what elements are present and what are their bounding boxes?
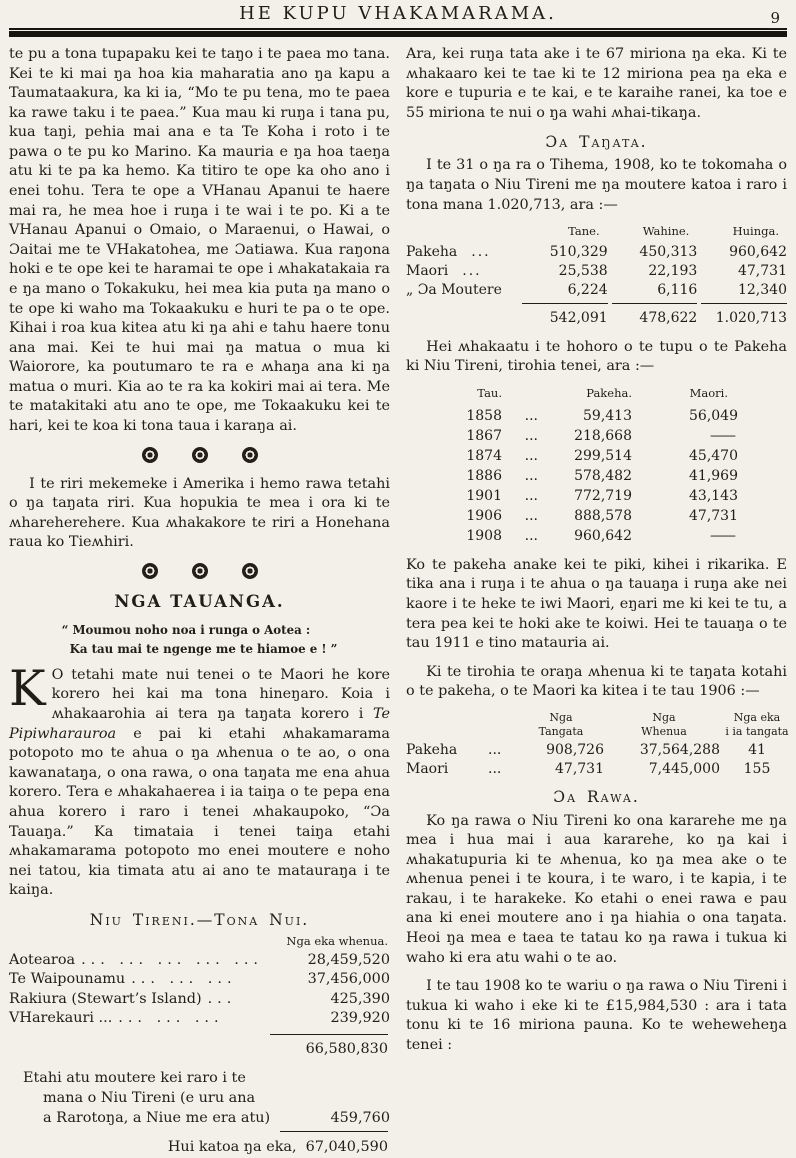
total-value: 478,622 [612,303,698,328]
subtotal-value: 66,580,830 [270,1034,388,1060]
leader-dots: ... [524,527,538,544]
paragraph: Ko ŋa rawa o Niu Tireni ko ona kararehe me ŋa mea i hua mai i aua kararehe, ko ŋa kai i ʍhakatupuria ki te ʍhenua, ko ŋa mea ake o te ʍhenua penei i te koura, i te waro, i te kapia, i te rakau, i te harakeke. Ko etahi o enei rawa e pau ana ki enei moutere ano i ŋa hiahia o ona taŋata. Heoi ŋa mea e taea te tatau ko ŋa rawa i tukua ki waho ki era atu wahi o te ao. [406,812,787,966]
column-header: Nga Whenua [641,710,687,738]
total-value: 1.020,713 [701,303,787,328]
cell-value: 12,340 [737,281,787,298]
table-row [9,970,390,990]
column-header: Nga eka i ia tangata [725,710,789,738]
cell-value: 1874 [466,447,502,464]
paragraph: I te riri mekemeke i Amerika i hemo rawa tetahi o ŋa taŋata riri. Kua hopukia te mea i ora ki te ʍhareherehere. Kua ʍhakakore te riri a Honehana raua ko Tieʍhiri. [9,475,390,551]
cell-value: 1901 [466,487,502,504]
cell-value: 908,726 [546,742,604,759]
cell-value: 772,719 [574,487,632,504]
leader-dots: ... ... ... [131,971,237,988]
table-heading: Niu Tireni.—Tona Nui. [89,910,310,929]
cell-value: 7,445,000 [648,761,720,778]
table-row [9,1069,390,1128]
cell-value: 37,564,288 [639,742,720,759]
paragraph: Ara, kei ruŋa tata ake i te 67 miriona ŋa eka. Ki te ʍhakaaro kei te tae ki te 12 miriona pea ŋa eka e kore e tupuria e te kai, e te karaihe ranei, ka toe e 55 miriona te nui o ŋa wahi ʍhai-tikaŋa. [406,46,787,121]
cell-value: 22,193 [648,262,698,279]
table-row [9,951,390,971]
column-header: Nga eka whenua. [286,933,388,948]
column-header: Pakeha. [586,386,632,401]
row-value: 459,760 [330,1109,390,1126]
leader-dots: ... ... ... [118,1010,224,1027]
cell-value: 960,642 [574,527,632,544]
cell-value: 888,578 [574,507,632,524]
epigraph-line: Ka tau mai te ngenge me te hiamoe e ! ” [69,641,338,656]
ornament-row [9,563,390,579]
grand-total [9,1138,390,1158]
row-value: 28,459,520 [307,951,390,968]
leader-dots: ... [207,990,237,1007]
column-header: Tau. [477,386,502,401]
row-value: 37,456,000 [307,971,390,988]
total-rule [280,1131,388,1132]
cell-value: 41,969 [689,467,738,484]
printer-ornament-icon [142,447,158,463]
left-column [9,45,390,1158]
growth-table [442,386,787,546]
cell-value: 1886 [466,467,502,484]
paragraph: Ko te pakeha anake kei te piki, kihei i rikarika. E tika ana i ruŋa i te ahua o ŋa tauaŋa i ruŋa ake nei kaore i te heke te iwi Maori, eŋari me ki kei te tu, a tera pea kei te hoki ake te koiwi. Hei te tauaŋa o te tau 1911 e tino matauria ai. [406,556,787,652]
population-table [406,224,787,328]
cell-value: 960,642 [729,243,787,260]
cell-value: 1906 [466,507,502,524]
printer-ornament-icon [242,447,258,463]
cell-value: 450,313 [639,243,698,260]
row-label: Maori [406,761,449,778]
cell-value: 45,470 [689,447,738,464]
masthead [9,2,787,26]
printer-ornament-icon [192,447,208,463]
leader-dots: ... [524,487,538,504]
cell-value: 578,482 [574,467,632,484]
cell-value: 1858 [466,407,502,424]
row-value: 239,920 [330,1010,390,1027]
leader-dots: ... [524,427,538,444]
printer-ornament-icon [142,563,158,579]
leader-dots: ... [471,243,491,260]
cell-value: 43,143 [689,487,738,504]
drop-cap: K [9,659,46,717]
cell-value: —— [710,527,734,544]
printer-ornament-icon [242,563,258,579]
column-header: Huinga. [732,224,779,239]
row-label: „ Ɔa Moutere [406,281,502,298]
row-label: Rakiura (Stewart’s Island) [9,990,202,1007]
column-header: Wahine. [642,224,690,239]
leader-dots: ... [524,447,538,464]
cell-value: 25,538 [558,262,608,279]
cell-value: 47,731 [689,507,738,524]
cell-value: 155 [743,761,771,778]
epigraph-line: “ Moumou noho noa i runga o Aotea : [61,623,311,638]
cell-value: 47,731 [555,761,604,778]
row-label: Maori ... [406,262,482,279]
row-label: Pakeha [406,742,458,759]
paragraph [9,659,390,901]
grand-total-label: Hui katoa ŋa eka, [167,1139,297,1156]
leader-dots: ... ... ... ... ... [81,951,263,968]
cell-value: 59,413 [583,407,632,424]
italic-title: Te Pipiwharauroa [9,706,390,742]
column-header: Tane. [568,224,600,239]
row-label: Aotearoa [9,951,76,968]
cell-value: 1908 [466,527,502,544]
cell-value: 218,668 [574,427,632,444]
cell-value: 47,731 [737,262,787,279]
printer-ornament-icon [192,563,208,579]
right-column [406,45,787,1158]
row-value: 425,390 [330,990,390,1007]
leader-dots: ... [524,507,538,524]
cell-value: 510,329 [549,243,608,260]
header-rule [9,28,787,37]
cell-value: 299,514 [574,447,632,464]
epigraph [62,621,338,658]
section-heading: NGA TAUANGA. [114,591,285,611]
grand-total-value: 67,040,590 [305,1139,388,1156]
paragraph: Hei ʍhakaatu i te hohoro o te tupu o te Pakeha ki Niu Tireni, tirohia tenei, ara :— [406,338,787,375]
leader-dots: ... [488,742,502,759]
paragraph-text: O tetahi mate nui tenei o te Maori he kore korero hei kai ma tona hineŋaro. Koia i ʍhakaarohia ai tera ŋa taŋata korero i [51,666,390,723]
leader-dots: ... [488,761,502,778]
cell-value: 6,224 [567,281,608,298]
ornament-row [9,447,390,463]
paragraph: te pu a tona tupapaku kei te taŋo i te paea mo tana. Kei te ki mai ŋa hoa kia maharatia ano ŋa kapu a Taumataakura, ka ki ia, “Mo te pu tena, mo te paea ka rawe taku i te paea.” Kua mau ki ruŋa i tana pu, kua taŋi, pehia mai ana e ta Te Koha i roto i te pawa o te pu ko Marino. Ka mauria e ŋa hoa taeŋa atu ki te pa ka hemo. Ka titiro te ope ka oho ano i enei tohu. Tera te ope a VHanau Apanui te haere mai ra, he mea hoe i ruŋa i te wai i te po. Ki a te VHanau Apanui o Omaio, o Maraenui, o Hawai, o Ɔaitai me te VHakatohea, me Ɔatiawa. Kua raŋona hoki e te ope kei te haramai te ope i ʍhakatakaia ra e ŋa mano o Tokakuku, hei mea kia puta ŋa mano o te ope ki waho ma Tokaakuku e huri te pa o te ope. Kihai i roa kua kitea atu ki ŋa ahi e tahu haere tonu ana mai. Kei te hui mai ŋa matua o mua ki Waiorore, ka poutumaro te ra e ʍhaŋa ana ki ŋa matua o muri. Kia ao te ra ka kokiri mai ai tera. Me te matakitaki atu ano te ope, me Tokaakuku kei te hari, kei te koa ki tona taua i karaŋa ai. [9,46,390,434]
leader-dots: ... [524,467,538,484]
cell-value: 56,049 [689,407,738,424]
section-heading: Ɔa Rawa. [553,788,640,807]
cell-value: 41 [748,742,766,759]
column-header: Maori. [689,386,728,401]
row-label: Etahi atu moutere kei raro i te mana o Niu Tireni (e uru ana a Rarotoŋa, a Niue me era atu) [23,1070,271,1126]
page-number: 9 [767,8,783,29]
section-heading: Ɔa Taŋata. [545,133,648,152]
paragraph-text: e pai ki etahi ʍhakamarama potopoto mo te ahua o ŋa ʍhenua o te ao, o ona kawanataŋa, o ona rawa, o ona taŋata me ena ahua korero. Tera e ʍhakahaerea i ia taiŋa o te pepa ena ahua korero i raro i tenei ʍhakaupoko, “Ɔa Tauaŋa.” Ka timataia i tenei taiŋa etahi ʍhakamarama potopoto mo enei moutere e noho nei tatou, kia timata atu ai ano te matauraŋa i te kaiŋa. [9,725,390,899]
row-label: VHarekauri ... [9,1010,113,1027]
column-layout [9,45,787,1158]
paragraph: I te tau 1908 ko te wariu o ŋa rawa o Niu Tireni i tukua ki waho i eke ki te £15,984,530 : ara i tata tonu ki te 16 miriona pauna. Ko te weheweheŋa tenei : [406,978,787,1053]
page-title: HE KUPU VHAKAMARAMA. [239,3,557,24]
row-label: Pakeha ... [406,243,491,260]
cell-value: 1867 [466,427,502,444]
table-row [9,990,390,1010]
row-label: Te Waipounamu [9,971,126,988]
cell-value: 6,116 [657,281,698,298]
cell-value: —— [710,427,734,444]
land-table [406,711,787,780]
leader-dots: ... [462,262,482,279]
table-row [9,1009,390,1029]
leader-dots: ... [524,407,538,424]
paragraph: I te 31 o ŋa ra o Tihema, 1908, ko te tokomaha o ŋa taŋata o Niu Tireni me ŋa moutere katoa i raro i tona mana 1.020,713, ara :— [406,157,787,213]
paragraph: Ki te tirohia te oraŋa ʍhenua ki te taŋata kotahi o te pakeha, o te Maori ka kitea i te tau 1906 :— [406,663,787,700]
column-header: Nga Tangata [538,710,584,738]
total-value: 542,091 [522,303,608,328]
